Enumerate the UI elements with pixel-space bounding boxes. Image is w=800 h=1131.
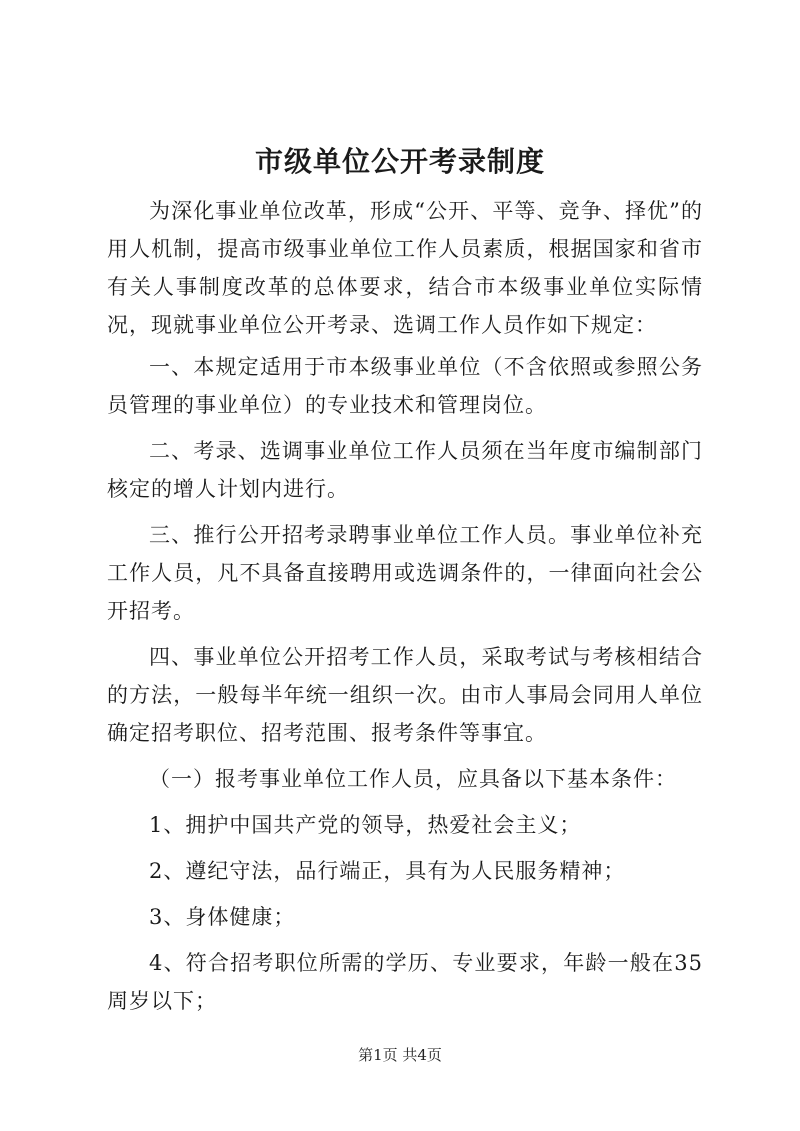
paragraph-article-3: 三、推行公开招考录聘事业单位工作人员。事业单位补充工作人员，凡不具备直接聘用或选调条件的，一律面向社会公开招考。 <box>107 523 703 623</box>
page-number-footer: 第1页 共4页 <box>358 1046 442 1064</box>
paragraph-subsection-1: （一）报考事业单位工作人员，应具备以下基本条件： <box>149 767 677 791</box>
list-item-condition-4: 4、符合招考职位所需的学历、专业要求，年龄一般在35周岁以下； <box>107 951 703 1013</box>
list-item-condition-3: 3、身体健康； <box>149 905 296 929</box>
paragraph-article-2: 二、考录、选调事业单位工作人员须在当年度市编制部门核定的增人计划内进行。 <box>107 439 703 501</box>
list-item-condition-2: 2、遵纪守法，品行端正，具有为人民服务精神； <box>149 859 626 883</box>
list-item-condition-1: 1、拥护中国共产党的领导，热爱社会主义； <box>149 813 582 837</box>
document-body <box>107 192 703 1028</box>
paragraph-article-1: 一、本规定适用于市本级事业单位（不含依照或参照公务员管理的事业单位）的专业技术和管理岗位。 <box>107 355 703 417</box>
document-title: 市级单位公开考录制度 <box>254 145 545 178</box>
paragraph-article-4: 四、事业单位公开招考工作人员，采取考试与考核相结合的方法，一般每半年统一组织一次。由市人事局会同用人单位确定招考职位、招考范围、报考条件等事宜。 <box>107 645 703 745</box>
paragraph-intro: 为深化事业单位改革，形成“公开、平等、竞争、择优”的用人机制，提高市级事业单位工作人员素质，根据国家和省市有关人事制度改革的总体要求，结合市本级事业单位实际情况，现就事业单位公开考录、选调工作人员作如下规定： <box>107 199 703 337</box>
